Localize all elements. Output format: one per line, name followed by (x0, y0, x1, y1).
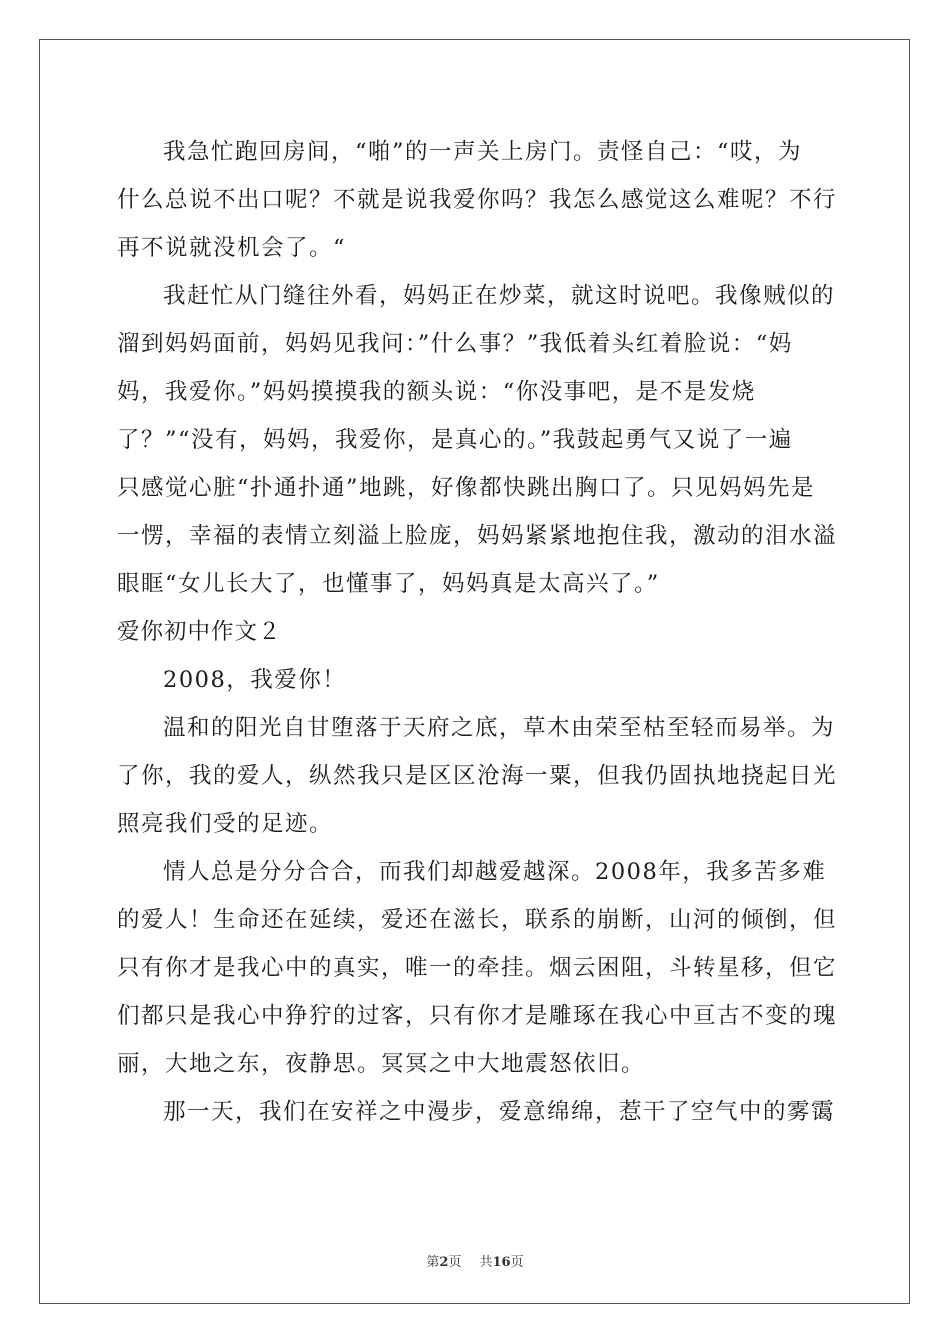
section-heading: 爱你初中作文２ (117, 619, 282, 645)
page-number: 2 (439, 1255, 449, 1270)
text-line: 溜到妈妈面前，妈妈见我问：”什么事？”我低着头红着脸说：“妈 (117, 331, 793, 357)
text-line: 妈，我爱你。”妈妈摸摸我的额头说：“你没事吧，是不是发烧 (117, 379, 756, 405)
text-line: 我急忙跑回房间，“啪”的一声关上房门。责怪自己：“哎，为 (163, 139, 803, 165)
document-body (117, 128, 838, 1136)
text-line: 只感觉心脏“扑通扑通”地跳，好像都快跳出胸口了。只见妈妈先是 (117, 475, 816, 501)
text-line: 一愣，幸福的表情立刻溢上脸庞，妈妈紧紧地抱住我，激动的泪水溢 (117, 523, 838, 549)
text-line: 2008，我爱你！ (163, 667, 347, 693)
text-line: 的爱人！生命还在延续，爱还在滋长，联系的崩断，山河的倾倒，但 (117, 907, 838, 933)
page-footer (0, 1251, 950, 1270)
total-prefix: 共 (479, 1255, 493, 1270)
text-line: 什么总说不出口呢？不就是说我爱你吗？我怎么感觉这么难呢？不行 (117, 187, 838, 213)
text-line: 们都只是我心中狰狞的过客，只有你才是雕琢在我心中亘古不变的瑰 (117, 1003, 838, 1029)
text-line: 眼眶“女儿长大了，也懂事了，妈妈真是太高兴了。” (117, 571, 660, 597)
text-line: 我赶忙从门缝往外看，妈妈正在炒菜，就这时说吧。我像贼似的 (163, 283, 836, 309)
page-suffix: 页 (448, 1255, 462, 1270)
page-prefix: 第 (426, 1255, 440, 1270)
text-line: 温和的阳光自甘堕落于天府之底，草木由荣至枯至轻而易举。为 (163, 715, 836, 741)
text-line: 那一天，我们在安祥之中漫步，爱意绵绵，惹干了空气中的雾霭 (163, 1099, 836, 1125)
text-line: 丽，大地之东，夜静思。冥冥之中大地震怒依旧。 (117, 1051, 646, 1077)
text-line: 再不说就没机会了。“ (117, 235, 347, 261)
total-suffix: 页 (510, 1255, 524, 1270)
text-line: 了你，我的爱人，纵然我只是区区沧海一粟，但我仍固执地挠起日光 (117, 763, 838, 789)
text-line: 只有你才是我心中的真实，唯一的牵挂。烟云困阻，斗转星移，但它 (117, 955, 838, 981)
text-line: 情人总是分分合合，而我们却越爱越深。2008年，我多苦多难 (163, 859, 827, 885)
total-pages: 16 (492, 1255, 511, 1270)
text-line: 照亮我们受的足迹。 (117, 811, 334, 837)
text-line: 了？”“没有，妈妈，我爱你，是真心的。”我鼓起勇气又说了一遍 (117, 427, 793, 453)
